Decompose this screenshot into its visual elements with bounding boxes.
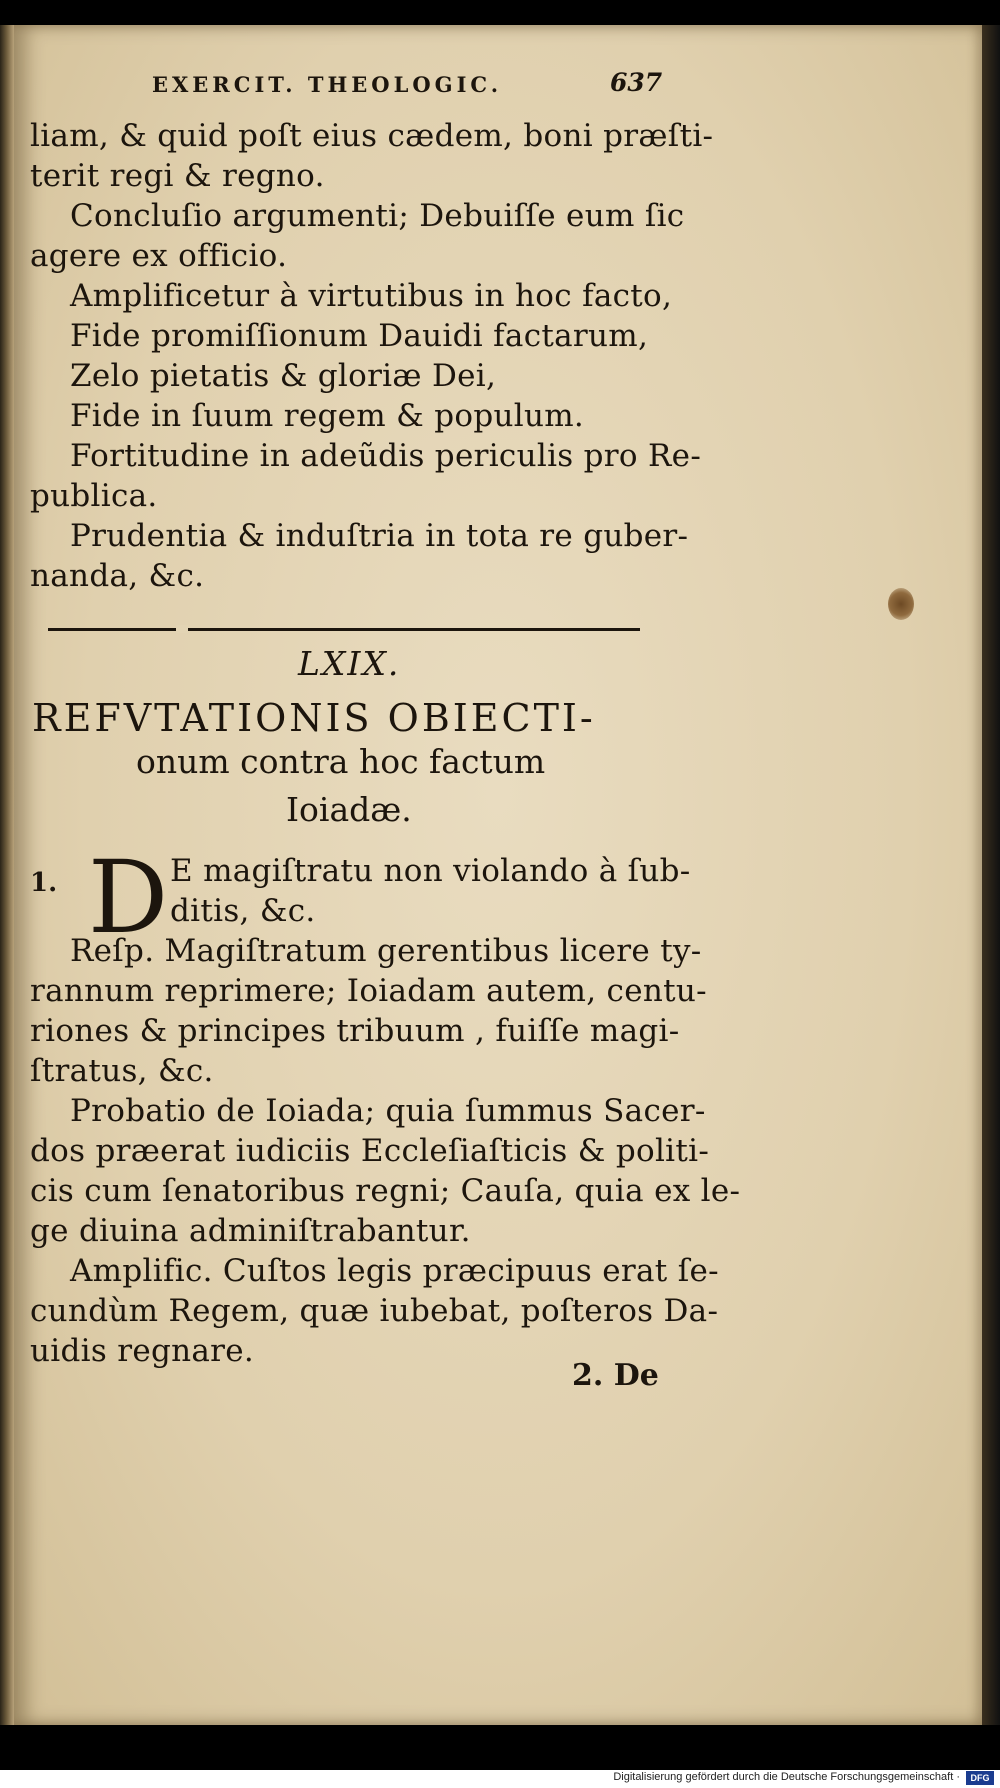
text-line: cundùm Regem, quæ iubebat, poſteros Da- xyxy=(30,1293,719,1329)
text-line: Probatio de Ioiada; quia ſummus Sacer- xyxy=(70,1093,706,1129)
text-line: Reſp. Magiſtratum gerentibus licere ty- xyxy=(70,933,702,969)
text-line: ge diuina adminiſtrabantur. xyxy=(30,1213,471,1249)
section-heading-line-1: REFVTATIONIS OBIECTI- xyxy=(32,696,596,740)
divider-gap xyxy=(176,625,188,633)
text-line: publica. xyxy=(30,478,158,514)
funding-credit: Digitalisierung gefördert durch die Deutsche Forschungsgemeinschaft · xyxy=(613,1771,960,1783)
catchword: 2. De xyxy=(572,1358,659,1393)
page-number: 637 xyxy=(610,68,663,97)
book-spine-edge xyxy=(0,25,14,1725)
text-line: Fortitudine in adeũdis periculis pro Re- xyxy=(70,438,702,474)
running-head: EXERCIT. THEOLOGIC. xyxy=(152,72,503,97)
text-line: Zelo pietatis & gloriæ Dei, xyxy=(70,358,497,394)
text-line: Fide promiſſionum Dauidi factarum, xyxy=(70,318,649,354)
text-line: Amplificetur à virtutibus in hoc facto, xyxy=(70,278,673,314)
text-line: terit regi & regno. xyxy=(30,158,325,194)
section-heading-line-3: Ioiadæ. xyxy=(286,790,412,829)
page-right-edge xyxy=(982,25,1000,1725)
text-line: rannum reprimere; Ioiadam autem, centu- xyxy=(30,973,707,1009)
drop-cap: D xyxy=(88,839,169,956)
text-line: liam, & quid poſt eius cædem, boni præſti- xyxy=(30,118,714,154)
section-divider xyxy=(48,628,640,631)
paragraph-number: 1. xyxy=(30,868,58,898)
text-line: ſtratus, &c. xyxy=(30,1053,214,1089)
section-number: LXIX. xyxy=(298,644,401,683)
text-line: Prudentia & induſtria in tota re guber- xyxy=(70,518,689,554)
text-line: riones & principes tribuum , fuiſſe magi- xyxy=(30,1013,680,1049)
text-line: Concluſio argumenti; Debuiſſe eum ſic xyxy=(70,198,685,234)
text-line: dos præerat iudiciis Eccleſiaſticis & politi- xyxy=(30,1133,710,1169)
text-line: agere ex officio. xyxy=(30,238,288,274)
text-line: E magiſtratu non violando à ſub- xyxy=(170,853,691,889)
text-line: Amplific. Cuſtos legis præcipuus erat ſe- xyxy=(70,1253,719,1289)
text-line: nanda, &c. xyxy=(30,558,205,594)
text-line: uidis regnare. xyxy=(30,1333,255,1369)
dfg-logo: DFG xyxy=(966,1771,994,1785)
text-line: cis cum ſenatoribus regni; Cauſa, quia ex le- xyxy=(30,1173,741,1209)
text-line: Fide in ſuum regem & populum. xyxy=(70,398,585,434)
text-line: ditis, &c. xyxy=(170,893,316,929)
section-heading-line-2: onum contra hoc factum xyxy=(136,742,546,781)
paper-stain xyxy=(888,588,914,620)
